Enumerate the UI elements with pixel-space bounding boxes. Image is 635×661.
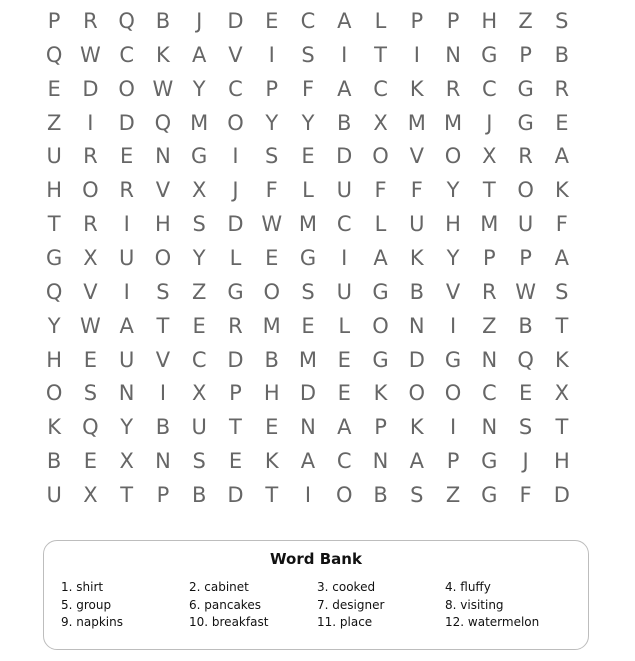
grid-cell[interactable]: O: [335, 482, 353, 507]
grid-cell[interactable]: C: [228, 76, 243, 101]
grid-cell[interactable]: Z: [46, 110, 62, 135]
grid-cell[interactable]: S: [555, 279, 569, 304]
grid-cell[interactable]: A: [337, 8, 352, 33]
grid-row: [36, 106, 580, 140]
word-bank-item: 3. cooked: [317, 580, 376, 594]
grid-cell[interactable]: O: [45, 381, 63, 406]
grid-cell[interactable]: I: [123, 279, 130, 304]
grid-row: [36, 410, 580, 444]
grid-cell[interactable]: S: [156, 279, 170, 304]
grid-cell[interactable]: F: [519, 482, 532, 507]
grid-cell[interactable]: R: [83, 8, 98, 33]
grid-cell[interactable]: H: [46, 178, 63, 203]
grid-cell[interactable]: V: [155, 347, 171, 372]
grid-cell[interactable]: S: [301, 279, 315, 304]
grid-cell[interactable]: C: [191, 347, 207, 372]
grid-cell[interactable]: J: [196, 8, 203, 33]
grid-cell[interactable]: X: [482, 144, 497, 169]
grid-cell[interactable]: N: [155, 449, 171, 474]
grid-cell[interactable]: T: [555, 313, 569, 338]
grid-cell[interactable]: N: [118, 381, 135, 406]
grid-cell[interactable]: D: [227, 482, 244, 507]
grid-cell[interactable]: P: [446, 449, 460, 474]
grid-cell[interactable]: D: [553, 482, 570, 507]
grid-cell[interactable]: N: [481, 347, 498, 372]
grid-cell[interactable]: I: [341, 245, 348, 270]
grid-cell[interactable]: T: [482, 178, 496, 203]
grid-cell[interactable]: A: [337, 76, 352, 101]
grid-cell[interactable]: U: [118, 245, 135, 270]
grid-cell[interactable]: P: [156, 482, 170, 507]
grid-cell[interactable]: E: [337, 347, 351, 372]
grid-cell[interactable]: D: [82, 76, 99, 101]
grid-cell[interactable]: P: [446, 8, 460, 33]
grid-cell[interactable]: C: [119, 42, 134, 67]
grid-cell[interactable]: H: [481, 8, 498, 33]
grid-cell[interactable]: P: [410, 8, 424, 33]
grid-cell[interactable]: J: [486, 110, 493, 135]
grid-cell[interactable]: E: [337, 381, 351, 406]
word-bank-list: [61, 579, 581, 632]
grid-cell[interactable]: R: [228, 313, 243, 338]
grid-cell[interactable]: E: [265, 245, 279, 270]
grid-cell[interactable]: F: [301, 76, 315, 101]
grid-cell[interactable]: F: [410, 178, 423, 203]
grid-cell[interactable]: B: [155, 8, 171, 33]
grid-row: [36, 139, 580, 173]
grid-cell[interactable]: A: [373, 245, 388, 270]
grid-row: [36, 38, 580, 72]
grid-cell[interactable]: C: [300, 8, 316, 33]
grid-cell[interactable]: Z: [445, 482, 461, 507]
grid-cell[interactable]: X: [554, 381, 570, 406]
grid-row: [36, 376, 580, 410]
grid-cell[interactable]: S: [265, 144, 279, 169]
grid-cell[interactable]: W: [80, 42, 101, 67]
grid-cell[interactable]: R: [83, 144, 98, 169]
grid-cell[interactable]: X: [192, 178, 207, 203]
grid-cell[interactable]: O: [444, 144, 462, 169]
grid-cell[interactable]: P: [265, 76, 279, 101]
grid-cell[interactable]: G: [227, 279, 244, 304]
grid-cell[interactable]: R: [554, 76, 570, 101]
grid-cell[interactable]: P: [519, 245, 532, 270]
grid-cell[interactable]: B: [409, 279, 424, 304]
grid-row: [36, 72, 580, 106]
grid-cell[interactable]: H: [46, 347, 63, 372]
grid-cell[interactable]: D: [408, 347, 425, 372]
word-bank-item: 12. watermelon: [445, 615, 540, 629]
grid-cell[interactable]: W: [152, 76, 174, 101]
word-bank-item: 1. shirt: [61, 580, 104, 594]
grid-cell[interactable]: S: [192, 449, 206, 474]
grid-cell[interactable]: E: [555, 110, 569, 135]
grid-cell[interactable]: S: [301, 42, 315, 67]
word-bank-item: 4. fluffy: [445, 580, 491, 594]
grid-cell[interactable]: Q: [82, 415, 99, 440]
word-bank-item: 6. pancakes: [189, 597, 261, 612]
grid-cell[interactable]: K: [409, 245, 424, 270]
grid-cell[interactable]: F: [374, 178, 387, 203]
grid-cell[interactable]: E: [120, 144, 134, 169]
grid-cell[interactable]: U: [46, 144, 62, 169]
grid-cell[interactable]: I: [87, 110, 94, 135]
word-bank-item: 9. napkins: [61, 615, 123, 629]
grid-cell[interactable]: C: [373, 76, 388, 101]
grid-cell[interactable]: P: [374, 415, 387, 440]
grid-cell[interactable]: V: [445, 279, 461, 304]
grid-cell[interactable]: I: [304, 482, 312, 507]
grid-cell[interactable]: I: [123, 212, 130, 237]
grid-cell[interactable]: G: [517, 110, 534, 135]
grid-cell[interactable]: A: [119, 313, 134, 338]
grid-cell[interactable]: K: [554, 347, 569, 372]
grid-cell[interactable]: N: [481, 415, 498, 440]
grid-cell[interactable]: S: [83, 381, 98, 406]
grid-cell[interactable]: R: [83, 212, 98, 237]
grid-cell[interactable]: O: [263, 279, 280, 304]
grid-cell[interactable]: J: [232, 178, 239, 203]
grid-cell[interactable]: M: [443, 110, 463, 135]
grid-cell[interactable]: U: [517, 212, 534, 237]
grid-cell[interactable]: G: [481, 449, 498, 474]
grid-cell[interactable]: N: [155, 144, 171, 169]
grid-cell[interactable]: B: [373, 482, 388, 507]
grid-cell[interactable]: B: [337, 110, 352, 135]
grid-cell[interactable]: E: [265, 415, 279, 440]
grid-cell[interactable]: D: [227, 212, 244, 237]
grid-cell[interactable]: W: [261, 212, 283, 237]
grid-cell[interactable]: Y: [192, 76, 206, 101]
grid-cell[interactable]: E: [83, 449, 98, 474]
grid-cell[interactable]: T: [555, 415, 569, 440]
grid-cell[interactable]: W: [80, 313, 101, 338]
grid-cell[interactable]: I: [268, 42, 275, 67]
grid-cell[interactable]: N: [408, 313, 425, 338]
grid-cell[interactable]: I: [449, 415, 457, 440]
grid-cell[interactable]: U: [336, 279, 352, 304]
grid-cell[interactable]: K: [409, 76, 424, 101]
grid-cell[interactable]: C: [481, 76, 497, 101]
grid-cell[interactable]: V: [409, 144, 424, 169]
grid-cell[interactable]: Y: [301, 110, 315, 135]
grid-cell[interactable]: K: [264, 449, 279, 474]
grid-cell[interactable]: A: [337, 415, 352, 440]
grid-cell[interactable]: T: [265, 482, 279, 507]
grid-cell[interactable]: I: [159, 381, 167, 406]
grid-cell[interactable]: U: [191, 415, 207, 440]
grid-cell[interactable]: U: [118, 347, 135, 372]
grid-cell[interactable]: U: [409, 212, 425, 237]
grid-cell[interactable]: G: [372, 279, 389, 304]
grid-cell[interactable]: V: [155, 178, 171, 203]
grid-cell[interactable]: O: [154, 245, 172, 270]
grid-cell[interactable]: B: [191, 482, 207, 507]
grid-cell[interactable]: A: [409, 449, 424, 474]
grid-row: [36, 275, 580, 309]
grid-cell[interactable]: N: [372, 449, 389, 474]
grid-cell[interactable]: Y: [47, 313, 61, 338]
grid-cell[interactable]: Q: [118, 8, 135, 33]
grid-cell[interactable]: E: [192, 313, 206, 338]
grid-cell[interactable]: U: [46, 482, 62, 507]
grid-cell[interactable]: K: [373, 381, 388, 406]
grid-cell[interactable]: Y: [446, 178, 460, 203]
grid-row: [36, 478, 580, 512]
grid-cell[interactable]: T: [47, 212, 61, 237]
grid-cell[interactable]: N: [300, 415, 316, 440]
word-bank: [43, 540, 589, 650]
grid-cell[interactable]: Y: [120, 415, 134, 440]
grid-row: [36, 309, 580, 343]
grid-cell[interactable]: Y: [265, 110, 279, 135]
grid-cell[interactable]: E: [83, 347, 98, 372]
grid-cell[interactable]: C: [481, 381, 497, 406]
grid-cell[interactable]: G: [444, 347, 462, 372]
grid-cell[interactable]: G: [45, 245, 63, 270]
grid-cell[interactable]: Z: [192, 279, 207, 304]
grid-row: [36, 4, 580, 38]
grid-cell[interactable]: S: [555, 8, 569, 33]
grid-cell[interactable]: N: [445, 42, 461, 67]
grid-cell[interactable]: R: [445, 76, 461, 101]
grid-cell[interactable]: K: [47, 415, 62, 440]
word-bank-item: 2. cabinet: [189, 580, 249, 594]
grid-cell[interactable]: E: [265, 8, 279, 33]
grid-cell[interactable]: S: [192, 212, 206, 237]
grid-cell[interactable]: B: [554, 42, 570, 67]
grid-cell[interactable]: P: [47, 8, 61, 33]
grid-cell[interactable]: C: [336, 449, 352, 474]
grid-cell[interactable]: B: [46, 449, 62, 474]
grid-cell[interactable]: A: [554, 245, 570, 270]
grid-cell[interactable]: R: [482, 279, 497, 304]
grid-cell[interactable]: O: [444, 381, 462, 406]
grid-cell[interactable]: D: [118, 110, 135, 135]
grid-cell[interactable]: O: [408, 381, 426, 406]
grid-cell[interactable]: M: [190, 110, 209, 135]
grid-cell[interactable]: V: [228, 42, 243, 67]
grid-cell[interactable]: Q: [517, 347, 534, 372]
grid-cell[interactable]: G: [517, 76, 534, 101]
grid-cell[interactable]: I: [449, 313, 457, 338]
grid-row: [36, 343, 580, 377]
grid-cell[interactable]: K: [409, 415, 424, 440]
grid-cell[interactable]: H: [155, 212, 171, 237]
grid-cell[interactable]: J: [522, 449, 529, 474]
grid-cell[interactable]: D: [227, 8, 244, 33]
grid-cell[interactable]: M: [298, 212, 318, 237]
grid-cell[interactable]: F: [555, 212, 568, 237]
grid-cell[interactable]: H: [445, 212, 461, 237]
grid-cell[interactable]: D: [299, 381, 317, 406]
grid-cell[interactable]: X: [192, 381, 207, 406]
grid-cell[interactable]: S: [518, 415, 533, 440]
grid-cell[interactable]: M: [262, 313, 281, 338]
grid-cell[interactable]: M: [480, 212, 499, 237]
grid-cell[interactable]: B: [518, 313, 533, 338]
grid-cell[interactable]: U: [336, 178, 352, 203]
grid-cell[interactable]: I: [413, 42, 420, 67]
grid-cell[interactable]: O: [372, 313, 389, 338]
grid-cell[interactable]: X: [83, 482, 98, 507]
grid-cell[interactable]: Z: [518, 8, 533, 33]
word-bank-title: Word Bank: [270, 550, 362, 568]
grid-cell[interactable]: G: [372, 347, 389, 372]
word-bank-item: 5. group: [61, 597, 112, 612]
grid-cell[interactable]: D: [227, 347, 244, 372]
grid-cell[interactable]: H: [553, 449, 570, 474]
grid-cell[interactable]: Q: [45, 279, 63, 304]
grid-cell[interactable]: G: [481, 42, 498, 67]
grid-cell[interactable]: Y: [446, 245, 460, 270]
grid-cell[interactable]: E: [301, 144, 315, 169]
grid-cell[interactable]: A: [554, 144, 570, 169]
grid-cell[interactable]: T: [229, 415, 242, 440]
grid-cell[interactable]: G: [299, 245, 317, 270]
grid-cell[interactable]: O: [82, 178, 99, 203]
grid-cell[interactable]: R: [119, 178, 134, 203]
grid-cell[interactable]: H: [263, 381, 280, 406]
grid-cell[interactable]: X: [83, 245, 98, 270]
grid-cell[interactable]: Q: [45, 42, 63, 67]
grid-cell[interactable]: L: [338, 313, 351, 338]
grid-cell[interactable]: M: [298, 347, 318, 372]
grid-cell[interactable]: D: [336, 144, 353, 169]
grid-cell[interactable]: K: [156, 42, 170, 67]
grid-cell[interactable]: Y: [192, 245, 206, 270]
grid-cell[interactable]: B: [264, 347, 279, 372]
grid-cell[interactable]: E: [301, 313, 315, 338]
grid-cell[interactable]: E: [228, 449, 243, 474]
grid-cell[interactable]: O: [372, 144, 389, 169]
grid-cell[interactable]: L: [229, 245, 242, 270]
grid-cell[interactable]: G: [191, 144, 208, 169]
grid-cell[interactable]: L: [374, 8, 387, 33]
grid-cell[interactable]: O: [118, 76, 135, 101]
grid-row: [36, 444, 580, 478]
grid-cell[interactable]: V: [83, 279, 98, 304]
grid-cell[interactable]: O: [227, 110, 244, 135]
grid-cell[interactable]: E: [47, 76, 61, 101]
grid-row: [36, 173, 580, 207]
grid-cell[interactable]: P: [519, 42, 532, 67]
grid-cell[interactable]: S: [410, 482, 424, 507]
grid-cell[interactable]: Z: [482, 313, 497, 338]
grid-cell[interactable]: L: [374, 212, 387, 237]
word-bank-item: 10. breakfast: [189, 615, 269, 629]
grid-cell[interactable]: X: [119, 449, 134, 474]
grid-cell[interactable]: R: [518, 144, 533, 169]
grid-cell[interactable]: L: [302, 178, 314, 203]
grid-cell[interactable]: K: [554, 178, 569, 203]
grid-cell[interactable]: A: [192, 42, 207, 67]
grid-cell[interactable]: E: [518, 381, 533, 406]
grid-cell[interactable]: A: [300, 449, 316, 474]
grid-cell[interactable]: Q: [154, 110, 172, 135]
grid-cell[interactable]: I: [341, 42, 348, 67]
word-bank-item: 8. visiting: [445, 597, 504, 612]
grid-cell[interactable]: X: [373, 110, 388, 135]
grid-cell[interactable]: P: [229, 381, 242, 406]
grid-cell[interactable]: G: [481, 482, 498, 507]
grid-row: [36, 207, 580, 241]
grid-cell[interactable]: B: [155, 415, 171, 440]
grid-cell[interactable]: W: [515, 279, 536, 304]
grid-cell[interactable]: T: [156, 313, 170, 338]
grid-cell[interactable]: C: [336, 212, 352, 237]
grid-cell[interactable]: M: [407, 110, 426, 135]
letter-grid: [36, 4, 580, 512]
grid-cell[interactable]: F: [265, 178, 278, 203]
grid-cell[interactable]: I: [232, 144, 239, 169]
word-bank-item: 11. place: [317, 615, 373, 629]
word-bank-item: 7. designer: [317, 597, 385, 612]
grid-cell[interactable]: P: [482, 245, 496, 270]
grid-cell[interactable]: T: [374, 42, 387, 67]
grid-cell[interactable]: O: [517, 178, 534, 203]
grid-row: [36, 241, 580, 275]
grid-cell[interactable]: T: [120, 482, 134, 507]
